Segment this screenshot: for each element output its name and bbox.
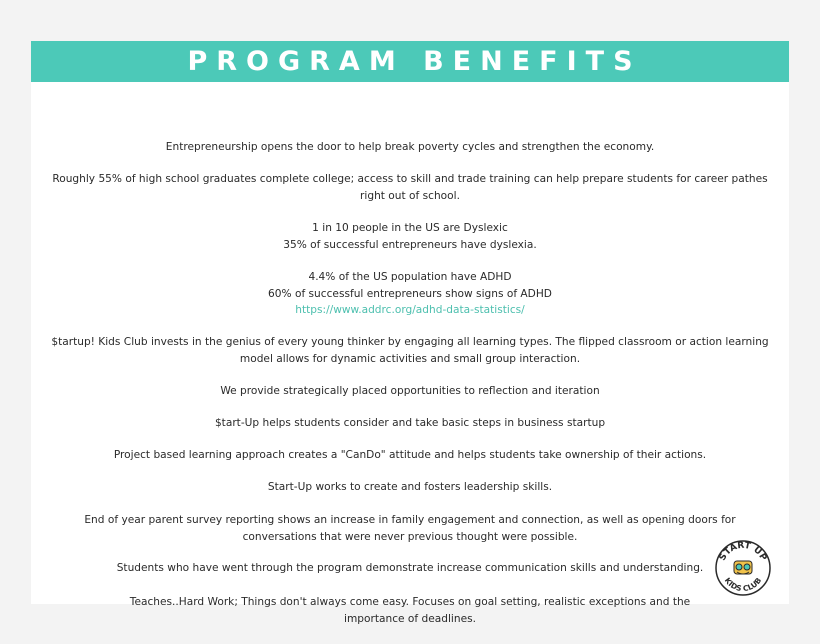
benefit-entrepreneurship: Entrepreneurship opens the door to help break poverty cycles and strengthen the economy.	[165, 141, 655, 153]
stat-dyslexic: 1 in 10 people in the US are Dyslexic	[312, 222, 508, 234]
benefit-project-learning: Project based learning approach creates a "CanDo" attitude and helps students take ownership of their actions.	[113, 449, 707, 461]
document-page	[31, 41, 789, 625]
stat-adhd: 4.4% of the US population have ADHD	[308, 271, 512, 283]
benefit-reflection: We provide strategically placed opportunities to reflection and iteration	[220, 385, 600, 397]
stat-adhd-entrepreneurs: 60% of successful entrepreneurs show signs of ADHD	[268, 288, 552, 300]
startup-kids-club-logo	[714, 539, 772, 597]
benefit-college-stat: Roughly 55% of high school graduates complete college; access to skill and trade training can help prepare students for career pathes right out of school.	[52, 173, 768, 202]
logo-face-icon	[734, 561, 752, 574]
benefit-learning-types: $tartup! Kids Club invests in the genius of every young thinker by engaging all learning types. The flipped classroom or action learning model allows for dynamic activities and small group interaction.	[51, 336, 769, 365]
benefit-leadership: Start-Up works to create and fosters leadership skills.	[267, 481, 553, 493]
stat-dyslexia-entrepreneurs: 35% of successful entrepreneurs have dyslexia.	[283, 239, 537, 251]
benefit-hard-work: Teaches..Hard Work; Things don't always come easy. Focuses on goal setting, realistic exceptions and the importance of deadlines.	[129, 596, 691, 625]
benefit-parent-survey: End of year parent survey reporting shows an increase in family engagement and connection, as well as opening doors for conversations that were never previous thought were possible.	[84, 514, 736, 543]
title-banner	[31, 41, 789, 82]
benefit-business-steps: $tart-Up helps students consider and take basic steps in business startup	[214, 417, 606, 429]
logo-text-bottom: KIDS CLUB	[722, 575, 764, 594]
logo-text-top: START UP	[717, 540, 769, 563]
source-link[interactable]: https://www.addrc.org/adhd-data-statistics/	[295, 304, 525, 316]
benefit-communication: Students who have went through the program demonstrate increase communication skills and understanding.	[116, 562, 704, 574]
page-title: PROGRAM BENEFITS	[187, 46, 642, 77]
